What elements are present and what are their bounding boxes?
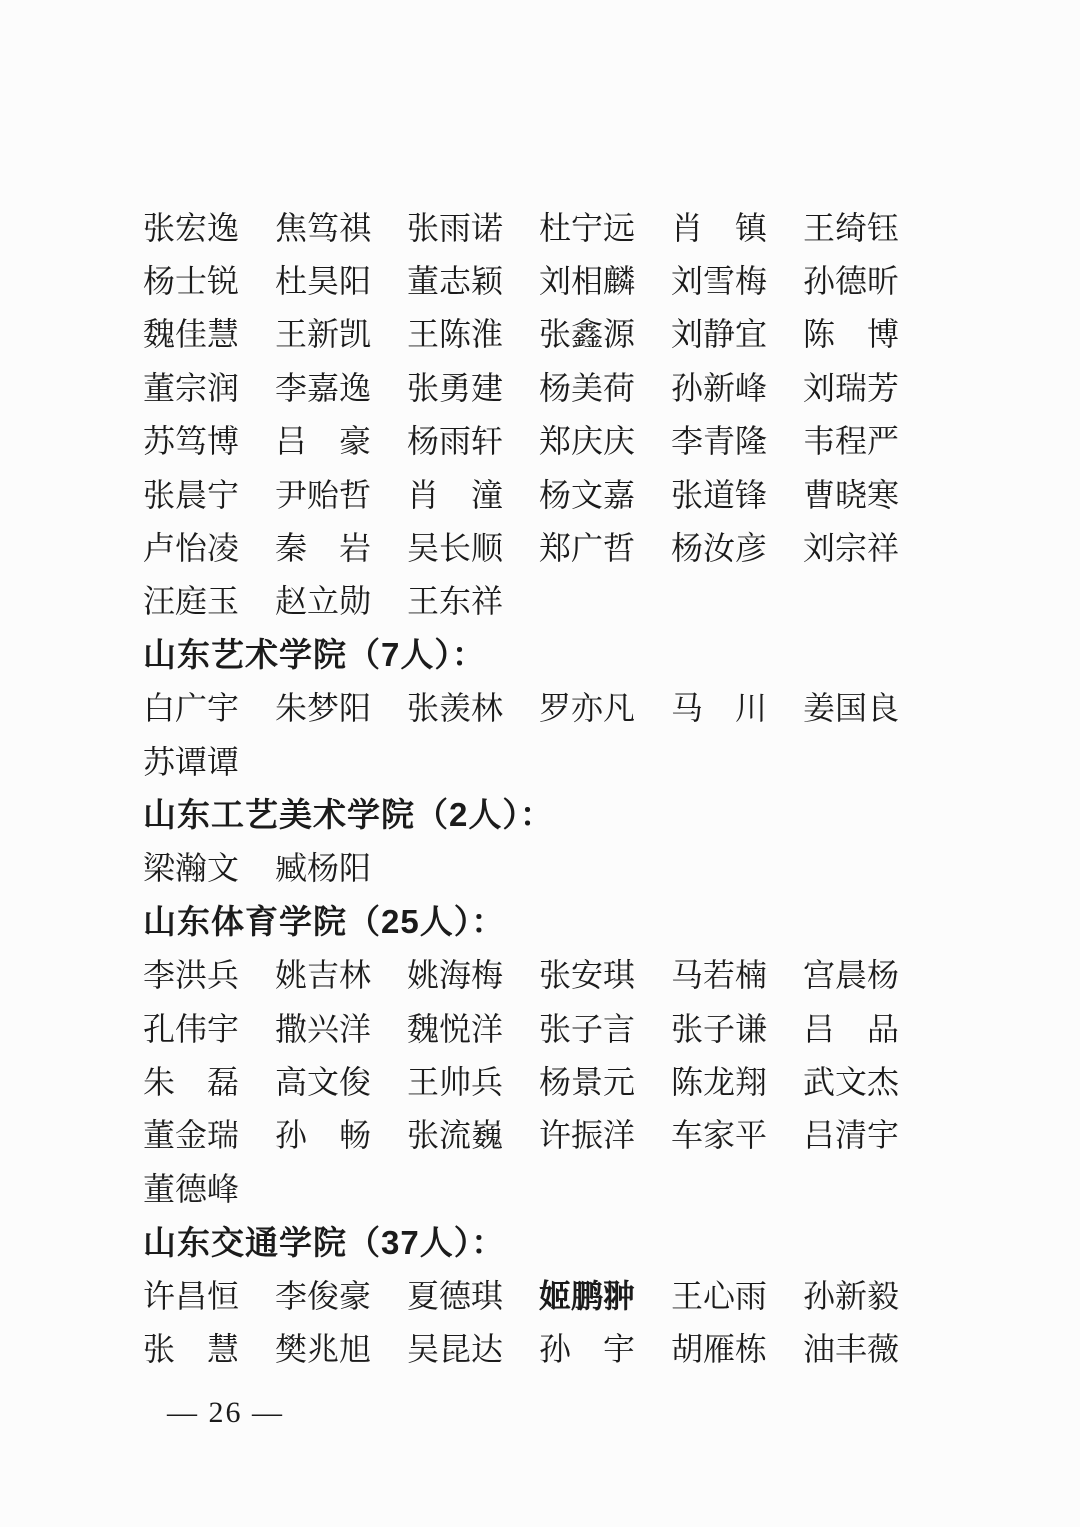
person-name: 魏佳慧	[143, 316, 240, 353]
person-name: 郑庆庆	[539, 423, 636, 460]
person-name: 孙德昕	[803, 263, 900, 300]
name-row	[143, 1269, 943, 1322]
person-name: 董德峰	[143, 1170, 240, 1207]
person-name: 姚吉林	[275, 957, 372, 994]
person-name: 刘雪梅	[671, 263, 768, 300]
person-name: 张子言	[539, 1010, 636, 1047]
person-name: 孙新峰	[671, 369, 768, 406]
person-name: 苏谭谭	[143, 743, 240, 780]
person-name: 张雨诺	[407, 209, 504, 246]
person-name: 张安琪	[539, 957, 636, 994]
person-name: 王东祥	[407, 583, 504, 620]
section-header: 山东交通学院（37人）：	[143, 1223, 506, 1261]
person-name: 许振洋	[539, 1117, 636, 1154]
person-name: 孙 畅	[275, 1117, 372, 1154]
person-name: 卢怡凌	[143, 530, 240, 567]
name-row	[143, 201, 943, 254]
person-name: 吕 品	[803, 1010, 900, 1047]
name-row	[143, 468, 943, 521]
name-row	[143, 254, 943, 307]
person-name: 王心雨	[671, 1277, 768, 1314]
person-name: 刘相麟	[539, 263, 636, 300]
person-name: 秦 岩	[275, 530, 372, 567]
section-header: 山东体育学院（25人）：	[143, 903, 506, 941]
person-name: 杜宁远	[539, 209, 636, 246]
person-name: 韦程严	[803, 423, 900, 460]
person-name: 张道锋	[671, 476, 768, 513]
person-name: 王新凯	[275, 316, 372, 353]
person-name: 张勇建	[407, 369, 504, 406]
name-row	[143, 1322, 943, 1375]
person-name: 姜国良	[803, 690, 900, 727]
person-name: 樊兆旭	[275, 1330, 372, 1367]
name-list-content	[143, 201, 943, 1376]
person-name: 刘静宜	[671, 316, 768, 353]
person-name: 张晨宁	[143, 476, 240, 513]
person-name: 杨士锐	[143, 263, 240, 300]
person-name: 董宗润	[143, 369, 240, 406]
person-name: 陈 博	[803, 316, 900, 353]
person-name: 张羡林	[407, 690, 504, 727]
person-name: 王陈淮	[407, 316, 504, 353]
name-row	[143, 308, 943, 361]
person-name: 夏德琪	[407, 1277, 504, 1314]
section-header: 山东工艺美术学院（2人）：	[143, 796, 554, 834]
person-name: 焦笃祺	[275, 209, 372, 246]
person-name: 李洪兵	[143, 957, 240, 994]
person-name: 高文俊	[275, 1063, 372, 1100]
person-name: 郑广哲	[539, 530, 636, 567]
person-name: 张子谦	[671, 1010, 768, 1047]
person-name: 魏悦洋	[407, 1010, 504, 1047]
person-name: 张 慧	[143, 1330, 240, 1367]
section-header: 山东艺术学院（7人）：	[143, 636, 486, 674]
person-name: 臧杨阳	[275, 850, 372, 887]
person-name: 胡雁栋	[671, 1330, 768, 1367]
person-name: 赵立勋	[275, 583, 372, 620]
person-name: 撒兴洋	[275, 1010, 372, 1047]
person-name: 张流巍	[407, 1117, 504, 1154]
name-row	[143, 1002, 943, 1055]
person-name: 罗亦凡	[539, 690, 636, 727]
person-name: 杜昊阳	[275, 263, 372, 300]
person-name: 马若楠	[671, 957, 768, 994]
name-row	[143, 948, 943, 1001]
person-name: 李俊豪	[275, 1277, 372, 1314]
person-name: 肖 潼	[407, 476, 504, 513]
person-name: 姬鹏翀	[539, 1277, 636, 1314]
person-name: 杨汝彦	[671, 530, 768, 567]
name-row	[143, 842, 943, 895]
person-name: 董志颖	[407, 263, 504, 300]
person-name: 汪庭玉	[143, 583, 240, 620]
person-name: 梁瀚文	[143, 850, 240, 887]
person-name: 杨美荷	[539, 369, 636, 406]
person-name: 苏笃博	[143, 423, 240, 460]
person-name: 陈龙翔	[671, 1063, 768, 1100]
person-name: 孙 宇	[539, 1330, 636, 1367]
person-name: 王帅兵	[407, 1063, 504, 1100]
name-row	[143, 1109, 943, 1162]
person-name: 张鑫源	[539, 316, 636, 353]
person-name: 宫晨杨	[803, 957, 900, 994]
name-row	[143, 361, 943, 414]
person-name: 许昌恒	[143, 1277, 240, 1314]
person-name: 肖 镇	[671, 209, 768, 246]
person-name: 武文杰	[803, 1063, 900, 1100]
person-name: 孔伟宇	[143, 1010, 240, 1047]
person-name: 李嘉逸	[275, 369, 372, 406]
person-name: 杨景元	[539, 1063, 636, 1100]
person-name: 李青隆	[671, 423, 768, 460]
person-name: 吕 豪	[275, 423, 372, 460]
person-name: 马 川	[671, 690, 768, 727]
name-row	[143, 575, 943, 628]
person-name: 杨雨轩	[407, 423, 504, 460]
name-row	[143, 735, 943, 788]
name-row	[143, 1055, 943, 1108]
person-name: 孙新毅	[803, 1277, 900, 1314]
name-row	[143, 415, 943, 468]
page-number: — 26 —	[167, 1396, 284, 1429]
person-name: 曹晓寒	[803, 476, 900, 513]
person-name: 油丰薇	[803, 1330, 900, 1367]
person-name: 董金瑞	[143, 1117, 240, 1154]
person-name: 吴长顺	[407, 530, 504, 567]
person-name: 杨文嘉	[539, 476, 636, 513]
person-name: 朱梦阳	[275, 690, 372, 727]
name-row	[143, 682, 943, 735]
person-name: 王绮钰	[803, 209, 900, 246]
person-name: 姚海梅	[407, 957, 504, 994]
person-name: 吴昆达	[407, 1330, 504, 1367]
person-name: 张宏逸	[143, 209, 240, 246]
person-name: 吕清宇	[803, 1117, 900, 1154]
person-name: 尹贻哲	[275, 476, 372, 513]
person-name: 刘瑞芳	[803, 369, 900, 406]
person-name: 白广宇	[143, 690, 240, 727]
name-row	[143, 1162, 943, 1215]
name-row	[143, 521, 943, 574]
person-name: 车家平	[671, 1117, 768, 1154]
person-name: 朱 磊	[143, 1063, 240, 1100]
person-name: 刘宗祥	[803, 530, 900, 567]
